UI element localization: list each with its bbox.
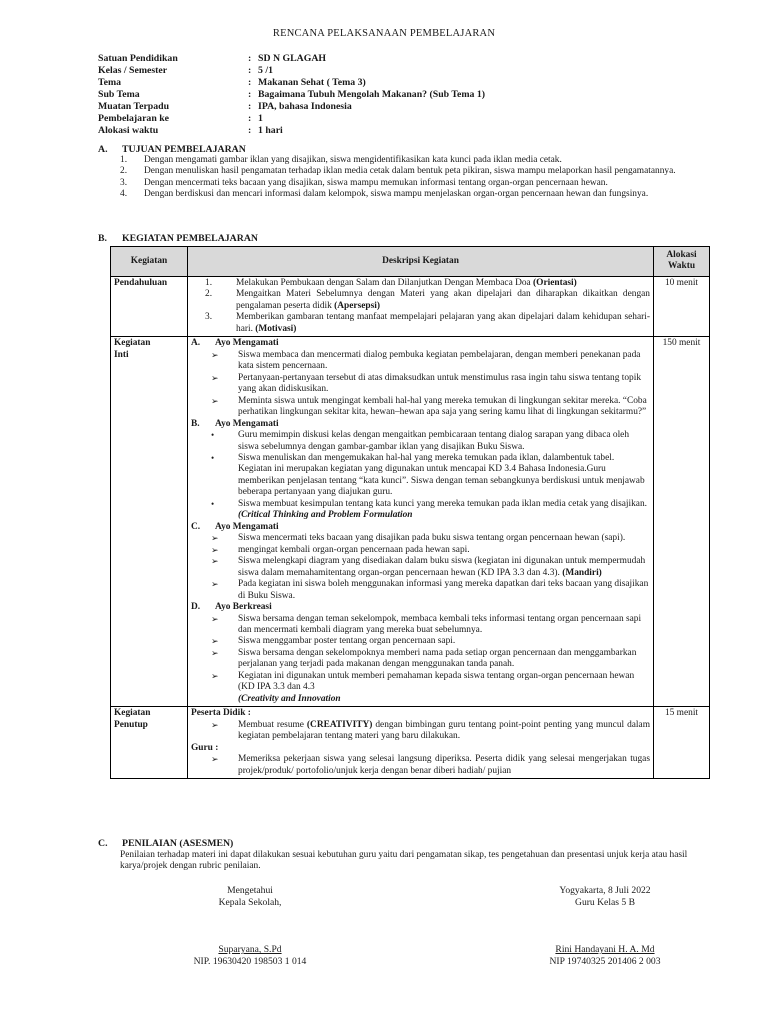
objective-text: Dengan berdiskusi dan mencari informasi dalam kelompok, siswa mampu menjelaskan organ-organ pencernaan hewan dan fungsinya. [144,189,649,200]
header-kegiatan: Kegiatan [111,247,188,277]
list-item: ➢ Siswa melengkapi diagram yang disediakan dalam buku siswa (kegiatan ini digunakan untuk mempermudah siswa dalam memahamitentang organ-organ pencernaan hewan (KD IPA 3.3 dan 4.3). (Mandiri) [211,556,646,578]
section-b-heading: B. KEGIATAN PEMBELAJARAN [98,233,258,244]
identity-label: Kelas / Semester [98,65,168,77]
list-item: ➢ Membuat resume (CREATIVITY) dengan bimbingan guru tentang point-point penting yang muncul dalam kegiatan pembelajaran tentang materi yang baru dilakukan. [211,719,650,742]
page-title: RENCANA PELAKSANAAN PEMBELAJARAN [272,28,496,39]
list-item: ➢ Siswa menggambar poster tentang organ pencernaan sapi. [211,636,456,647]
subsection-heading: C. Ayo Mengamati [191,521,279,532]
identity-label: Alokasi waktu [98,125,159,137]
objectives-list [120,155,710,201]
list-item: ➢ Siswa membaca dan mencermati dialog pembuka kegiatan pembelajaran, dengan memberi penekanan pada kata sistem pencernaan. [211,349,641,372]
identity-row: Tema : Makanan Sehat ( Tema 3) [98,77,366,89]
section-c-title: PENILAIAN (ASESMEN) [122,838,234,849]
identity-value: 5 /1 [258,65,273,77]
list-item: 1. Melakukan Pembukaan dengan Salam dan Dilanjutkan Dengan Membaca Doa (Orientasi) [205,277,577,288]
identity-row: Kelas / Semester : 5 /1 [98,65,273,77]
list-item: ➢ mengingat kembali organ-organ pencernaan pada hewan sapi. [211,544,470,555]
peserta-label: Peserta Didik : [191,708,251,719]
arrow-bullet-icon: ➢ [211,349,219,360]
arrow-bullet-icon: ➢ [211,579,219,590]
table-header-row [111,247,710,277]
time-cell: 150 menit [654,337,710,707]
identity-label: Sub Tema [98,89,140,101]
list-item: ➢ Siswa bersama dengan sekelompoknya memberi nama pada setiap organ pencernaan dan menggambarkan perjalanan yang terjadi pada makanan dengan menggunakan tanda panah. [211,647,637,670]
table-row [111,337,710,707]
table-row [111,707,710,779]
arrow-bullet-icon: ➢ [211,754,219,765]
identity-value: Makanan Sehat ( Tema 3) [258,77,366,89]
header-deskripsi: Deskripsi Kegiatan [188,247,654,277]
objective-text: Dengan menuliskan hasil pengamatan terhadap iklan media cetak dalam bentuk peta pikiran, siswa mampu melaporkan hasil pengamatannya. [144,166,676,177]
teacher-nip: NIP 19740325 201406 2 003 [549,956,661,968]
arrow-bullet-icon: ➢ [211,670,219,681]
subsection-heading: A. Ayo Mengamati [191,338,279,349]
objective-text: Dengan mencermati teks bacaan yang disajikan, siswa mampu memukan informasi tentang organ-organ pencernaan hewan. [144,177,608,188]
teacher-name: Rini Handayani H. A. Md [555,944,655,956]
list-item: ➢ Kegiatan ini digunakan untuk memberi pemahaman kepada siswa tentang organ-organ pencernaan hewan (KD IPA 3.3 dan 4.3 [211,670,635,693]
arrow-bullet-icon: ➢ [211,544,219,555]
guru-label: Guru : [191,742,219,753]
list-item: ➢ Pertanyaan-pertanyaan tersebut di atas dimaksudkan untuk menstimulus rasa ingin tahu siswa tentang topik yang akan didiskusikan. [211,372,642,395]
identity-label: Muatan Terpadu [98,101,170,113]
identity-value: SD N GLAGAH [258,53,327,64]
list-item: 1. Dengan mengamati gambar iklan yang disajikan, siswa mengidentifikasikan kata kunci pada iklan media cetak. [120,155,562,165]
table-row [111,276,710,336]
identity-label: Tema [98,77,122,89]
identity-value: IPA, bahasa Indonesia [258,101,352,113]
identity-row: Satuan Pendidikan : SD N GLAGAH [98,53,327,64]
dot-bullet-icon: • [211,430,215,441]
section-c-heading: C. PENILAIAN (ASESMEN) [98,838,234,849]
list-item: ➢ Memeriksa pekerjaan siswa yang selesai langsung diperiksa. Peserta didik yang selesai mengerjakan tugas projek/produk/ portofolio/unjuk kerja dengan benar diberi hadiah/ pujian [211,754,650,776]
description-cell [188,707,654,779]
list-item: • Guru memimpin diskusi kelas dengan mengaitkan pembicaraan tentang dialog sarapan yang dibaca oleh siswa sebelumnya dengan gambar-gambar iklan yang disajikan Buku Siswa. [211,430,630,452]
identity-row: Alokasi waktu : 1 hari [98,125,283,137]
stage-cell: Pendahuluan [111,276,188,336]
identity-label: Satuan Pendidikan [98,53,178,64]
list-item: 2. Dengan menuliskan hasil pengamatan terhadap iklan media cetak dalam bentuk peta pikiran, siswa mampu melaporkan hasil pengamatannya. [120,166,676,177]
principal-nip: NIP. 19630420 198503 1 014 [193,956,307,968]
skill-note: (Critical Thinking and Problem Formulation [238,510,413,521]
objective-text: Dengan mengamati gambar iklan yang disajikan, siswa mengidentifikasikan kata kunci pada iklan media cetak. [144,155,562,165]
list-item: 3. Dengan mencermati teks bacaan yang disajikan, siswa mampu memukan informasi tentang organ-organ pencernaan hewan. [120,177,608,188]
arrow-bullet-icon: ➢ [211,636,219,647]
arrow-bullet-icon: ➢ [211,395,219,406]
identity-value: 1 hari [258,125,283,137]
description-cell [188,337,654,707]
list-item: ➢ Siswa mencermati teks bacaan yang disajikan pada buku siswa tentang organ pencernaan hewan (sapi). [211,533,626,544]
subsection-heading: B. Ayo Mengamati [191,418,279,429]
activity-table [110,246,710,779]
identity-label: Pembelajaran ke [98,113,170,125]
list-item: ➢ Pada kegiatan ini siswa boleh menggunakan informasi yang mereka dapatkan dari teks bacaan yang disajikan di Buku Siswa. [211,579,649,601]
subsection-heading: D. Ayo Berkreasi [191,602,272,613]
arrow-bullet-icon: ➢ [211,647,219,658]
dot-bullet-icon: • [211,498,215,509]
section-a-heading: A. TUJUAN PEMBELAJARAN [98,144,246,155]
identity-value: Bagaimana Tubuh Mengolah Makanan? (Sub Tema 1) [258,89,486,101]
time-cell: 10 menit [654,276,710,336]
dot-bullet-icon: • [211,452,215,463]
description-cell [188,276,654,336]
list-item: 3. Memberikan gambaran tentang manfaat mempelajari pelajaran yang akan dipelajari dalam kehidupan sehari-hari. (Motivasi) [205,312,650,334]
identity-row: Pembelajaran ke : 1 [98,113,263,125]
arrow-bullet-icon: ➢ [211,613,219,624]
arrow-bullet-icon: ➢ [211,372,219,383]
identity-block [98,53,485,137]
list-item: ➢ Meminta siswa untuk mengingat kembali hal-hal yang mereka temukan di lingkungan sekitar mereka. “Coba perhatikan lingkungan sekitar kita, hewan–hewan apa saja yang sering kamu lihat di lingkungan sekitarmu?” [211,395,647,418]
list-item: • Siswa menuliskan dan mengemukakan hal-hal yang mereka temukan pada iklan, dalambentuk tabel. Kegiatan ini merupakan kegiatan yang digunakan untuk mencapai KD 3.4 Bahasa Indonesia.Guru memberikan penjelasan tentang “kata kunci”. Siswa dengan teman sebangkunya berdiskusi untuk menjawab beberapa pertanyaan yang diajukan guru. [211,452,645,498]
time-cell: 15 menit [654,707,710,779]
identity-value: 1 [258,113,263,125]
arrow-bullet-icon: ➢ [211,556,219,567]
arrow-bullet-icon: ➢ [211,719,219,730]
section-a-title: TUJUAN PEMBELAJARAN [122,144,246,155]
identity-row: Muatan Terpadu : IPA, bahasa Indonesia [98,101,352,113]
list-item: • Siswa membuat kesimpulan tentang kata kunci yang mereka temukan pada iklan media cetak yang disajikan. [211,498,647,509]
list-item: ➢ Siswa bersama dengan teman sekelompok, membaca kembali teks informasi tentang organ pencernaan sapi dan mencermati kembali diagram yang mereka buat sebelumnya. [211,613,642,635]
signature-right: Yogyakarta, 8 Juli 2022 Guru Kelas 5 B Rini Handayani H. A. Md NIP 19740325 201406 2 003 [505,885,705,968]
arrow-bullet-icon: ➢ [211,533,219,544]
list-item: 4. Dengan berdiskusi dan mencari informasi dalam kelompok, siswa mampu menjelaskan organ-organ pencernaan hewan dan fungsinya. [120,189,649,200]
section-b-title: KEGIATAN PEMBELAJARAN [122,233,258,244]
identity-row: Sub Tema : Bagaimana Tubuh Mengolah Makanan? (Sub Tema 1) [98,89,486,101]
stage-cell: Kegiatan Inti [111,337,188,707]
assessment-text: Penilaian terhadap materi ini dapat dilakukan sesuai kebutuhan guru yaitu dari pengamatan sikap, tes pengetahuan dan presentasi unjuk kerja atau hasil karya/projek dengan rubric penilaian. [120,850,688,872]
principal-name: Suparyana, S.Pd [218,944,282,956]
stage-cell: Kegiatan Penutup [111,707,188,779]
list-item: 2. Mengaitkan Materi Sebelumnya dengan Materi yang akan dipelajari dan diharapkan dikaitkan dengan pengalaman peserta didik (Apersepsi) [205,289,650,311]
header-alokasi: Alokasi Waktu [654,247,710,277]
signature-left: Mengetahui Kepala Sekolah, Suparyana, S.Pd NIP. 19630420 198503 1 014 [150,885,350,968]
skill-note: (Creativity and Innovation [238,693,341,704]
